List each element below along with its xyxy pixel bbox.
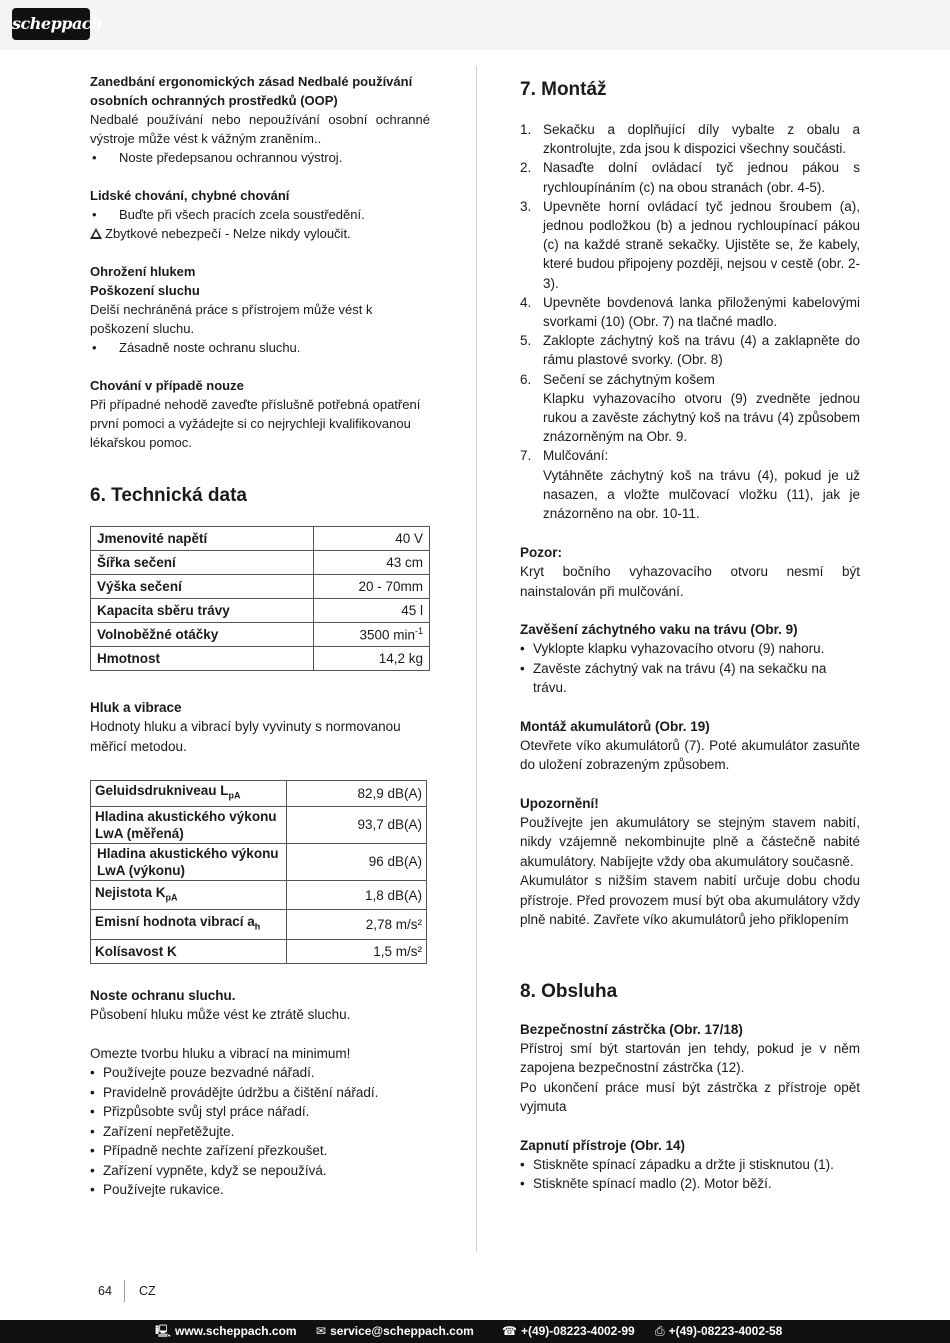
noise-label: Geluidsdrukniveau L (95, 783, 229, 798)
list-item (520, 120, 860, 158)
list-item: • Případně nechte zařízení přezkoušet. (90, 1141, 430, 1161)
step-number: 6. (520, 371, 532, 387)
tech-value-cell (314, 623, 430, 647)
table-row (91, 781, 427, 807)
list-item (520, 158, 860, 196)
step-text: Upevněte bovdenová lanka přiloženými kabelovými svorkami (10) (Obr. 7) na tlačné madlo. (543, 294, 860, 330)
tech-label: Jmenovité napětí (91, 527, 314, 551)
tech-label: Šířka sečení (91, 551, 314, 575)
caution-title: Pozor: (520, 545, 562, 561)
noise-label-subscript: pA (228, 790, 241, 801)
list-item (520, 331, 860, 369)
safety-plug-title: Bezpečnostní zástrčka (Obr. 17/18) (520, 1021, 743, 1037)
battery-text: Otevřete víko akumulátorů (7). Poté akumulátor zasuňte do uložení zobrazeným způsobem. (520, 737, 860, 773)
step-number: 5. (520, 333, 532, 349)
noise-label-subscript: pA (165, 892, 178, 903)
assembly-heading: 7. Montáž (520, 79, 607, 100)
table-row (91, 551, 430, 575)
hearing-damage-title: Poškození sluchu (90, 283, 200, 298)
safety-plug-text-2: Po ukončení práce musí být zástrčka z přístroje opět vyjmuta (520, 1079, 860, 1115)
warning-triangle-icon (90, 228, 102, 239)
language-code: CZ (139, 1284, 156, 1298)
noise-label: Nejistota K (95, 884, 166, 900)
noise-value: 2,78 m/s² (287, 910, 427, 940)
list-item (520, 370, 860, 447)
list-item: • Přizpůsobte svůj styl práce nářadí. (90, 1102, 430, 1122)
table-row (91, 647, 430, 671)
noise-label-cell (91, 910, 287, 940)
switch-on-title: Zapnutí přístroje (Obr. 14) (520, 1137, 686, 1153)
noise-hazard-section (90, 262, 430, 357)
step-number: 2. (520, 160, 532, 176)
vibration-title: Hluk a vibrace (90, 700, 182, 715)
noise-table (90, 780, 427, 964)
list-item (520, 446, 860, 523)
residual-risk-text: Zbytkové nebezpečí - Nelze nikdy vyloučit. (105, 226, 351, 241)
caution-text: Kryt bočního vyhazovacího otvoru nesmí být nainstalován při mulčování. (520, 564, 860, 599)
noise-hazard-text: Delší nechráněná práce s přístrojem může vést k poškození sluchu. (90, 302, 373, 336)
table-row (91, 880, 427, 910)
notice-text-2: Akumulátor s nižším stavem nabití určuje dobu chodu přístroje. Před provozem musí být oba akumulátory vždy plně nabité. Zavřete víko akumulátorů jeho přiklopením (520, 873, 860, 928)
hang-bag-title: Zavěšení záchytného vaku na trávu (Obr. 9) (520, 622, 798, 638)
tech-value: 40 V (314, 527, 430, 551)
residual-risk-line (90, 224, 430, 243)
tech-data-table (90, 526, 430, 671)
list-item: • Stiskněte spínací madlo (2). Motor běží. (520, 1174, 860, 1194)
step-text: Mulčování: (543, 448, 609, 464)
step-text: Upevněte horní ovládací tyč jednou šroubem (a), jednou podložkou (b) a jednou rychloupínací pákou (c) na každé straně sekačky. Ujistěte se, že kabely, které budou připojeny později, nejsou v cestě (obr. 2-3). (543, 198, 860, 291)
table-row (91, 843, 427, 880)
email-item[interactable] (316, 1320, 474, 1343)
ergonomics-bullet: • Noste předepsanou ochrannou výstroj. (90, 148, 430, 167)
ergonomics-title: Zanedbání ergonomických zásad Nedbalé používání osobních ochranných prostředků (OOP) (90, 74, 413, 108)
fax-icon: ⎙ (655, 1324, 665, 1338)
step-text: Sečení se záchytným košem (543, 371, 715, 387)
assembly-steps (520, 120, 860, 523)
safety-plug-text-1: Přístroj smí být startován jen tehdy, pokud je v něm zapojena bezpečnostní zástrčka (12). (520, 1040, 860, 1076)
human-behaviour-title: Lidské chování, chybné chování (90, 188, 290, 203)
tech-label: Výška sečení (91, 575, 314, 599)
hearing-title: Noste ochranu sluchu. (90, 988, 236, 1004)
noise-hazard-title: Ohrožení hlukem (90, 264, 196, 279)
hang-bag-section (520, 620, 860, 698)
noise-hazard-bullet: • Zásadně noste ochranu sluchu. (90, 338, 430, 357)
tech-value: 14,2 kg (314, 647, 430, 671)
noise-label-subscript: h (254, 922, 261, 933)
noise-value: 93,7 dB(A) (287, 806, 427, 843)
fax-text: +(49)-08223-4002-58 (668, 1324, 783, 1338)
tech-value-superscript: -1 (414, 626, 423, 637)
noise-label-cell (91, 781, 287, 807)
table-row (91, 806, 427, 843)
table-row (91, 940, 427, 964)
table-row (91, 623, 430, 647)
tech-value: 45 l (314, 599, 430, 623)
phone-icon: ☎ (502, 1324, 517, 1338)
list-item: • Vyklopte klapku vyhazovacího otvoru (9) nahoru. (520, 639, 860, 659)
noise-value: 1,8 dB(A) (287, 880, 427, 910)
step-number: 3. (520, 198, 532, 214)
tech-value: 3500 min (359, 627, 415, 643)
step-number: 4. (520, 294, 532, 310)
computer-icon: 🖳 (155, 1324, 172, 1338)
ergonomics-text: Nedbalé používání nebo nepoužívání osobní ochranné výstroje může vést k vážným zraněním.. (90, 112, 430, 146)
contact-bar (0, 1320, 950, 1343)
list-item: • Zařízení nepřetěžujte. (90, 1122, 430, 1142)
list-item: • Používejte rukavice. (90, 1180, 430, 1200)
human-behaviour-bullet: • Buďte při všech pracích zcela soustředění. (90, 205, 430, 224)
notice-title: Upozornění! (520, 795, 599, 811)
email-text: service@scheppach.com (330, 1324, 474, 1338)
battery-section (520, 717, 860, 775)
emergency-section (90, 376, 430, 452)
step-number: 1. (520, 122, 532, 137)
vibration-text: Hodnoty hluku a vibrací byly vyvinuty s normovanou měřicí metodou. (90, 719, 401, 754)
noise-label: Hladina akustického výkonu LwA (měřená) (91, 806, 287, 843)
list-item: • Používejte pouze bezvadné nářadí. (90, 1063, 430, 1083)
battery-title: Montáž akumulátorů (Obr. 19) (520, 718, 710, 734)
phone-text: +(49)-08223-4002-99 (520, 1324, 635, 1338)
header-bar (0, 0, 950, 50)
ergonomics-section (90, 72, 430, 167)
emergency-title: Chování v případě nouze (90, 378, 244, 393)
table-row (91, 910, 427, 940)
tech-label: Hmotnost (91, 647, 314, 671)
noise-value: 96 dB(A) (287, 843, 427, 880)
step-detail: Vytáhněte záchytný koš na trávu (4), pokud je už nasazen, a vložte mulčovací vložku (11), jak je znázorněno na obr. 10-11. (543, 467, 860, 522)
hearing-text: Působení hluku může vést ke ztrátě sluchu. (90, 1007, 351, 1023)
website-text: www.scheppach.com (175, 1324, 297, 1338)
right-column (520, 78, 860, 1194)
noise-label: Hladina akustického výkonu LwA (výkonu) (91, 843, 287, 880)
list-item: • Pravidelně provádějte údržbu a čištění nářadí. (90, 1083, 430, 1103)
notice-text-1: Používejte jen akumulátory se stejným stavem nabití, nikdy vzájemně nekombinujte plně a částečně nabité akumulátory. Nabíjejte vždy oba akumulátory současně. (520, 814, 860, 869)
hearing-intro: Omezte tvorbu hluku a vibrací na minimum! (90, 1045, 351, 1061)
list-item (520, 293, 860, 331)
table-row (91, 575, 430, 599)
step-text: Sekačku a doplňující díly vybalte z obalu a zkontrolujte, zda jsou k dispozici všechny součásti. (543, 122, 860, 157)
noise-label: Emisní hodnota vibrací a (95, 914, 255, 930)
list-item (520, 197, 860, 293)
noise-value: 1,5 m/s² (287, 940, 427, 964)
website-item[interactable] (155, 1320, 297, 1343)
list-item: • Zavěste záchytný vak na trávu (4) na sekačku na trávu. (520, 659, 860, 698)
step-detail: Klapku vyhazovacího otvoru (9) zvedněte jednou rukou a zavěste záchytný koš na trávu (4) způsobem znázorněným na Obr. 9. (543, 390, 860, 445)
vibration-section (90, 698, 430, 756)
safety-plug-section (520, 1020, 860, 1117)
noise-label: Kolísavost K (91, 940, 287, 964)
step-text: Nasaďte dolní ovládací tyč jednou pákou s rychloupínáním (c) na obou stranách (obr. 4-5). (543, 160, 860, 195)
tech-label: Volnoběžné otáčky (91, 623, 314, 647)
tech-value: 20 - 70mm (314, 575, 430, 599)
scheppach-logo: scheppach (12, 8, 90, 40)
column-divider (476, 66, 477, 1252)
step-number: 7. (520, 448, 532, 464)
noise-value: 82,9 dB(A) (287, 781, 427, 807)
operation-heading: 8. Obsluha (520, 980, 618, 1002)
list-item: • Stiskněte spínací západku a držte ji stisknutou (1). (520, 1155, 860, 1175)
notice-section (520, 794, 860, 930)
table-row (91, 599, 430, 623)
noise-label-cell (91, 880, 287, 910)
list-item: • Zařízení vypněte, když se nepoužívá. (90, 1161, 430, 1181)
envelope-icon: ✉ (316, 1324, 327, 1338)
switch-on-section (520, 1136, 860, 1194)
step-text: Zaklopte záchytný koš na trávu (4) a zaklapněte do rámu plastové svorky. (Obr. 8) (543, 333, 860, 368)
hearing-section (90, 986, 430, 1200)
human-behaviour-section (90, 186, 430, 243)
caution-section (520, 543, 860, 601)
footer-separator (124, 1280, 125, 1302)
table-row (91, 527, 430, 551)
tech-value: 43 cm (314, 551, 430, 575)
emergency-text: Při případné nehodě zaveďte příslušně potřebná opatření první pomoci a vyžádejte si co nejrychleji kvalifikovanou lékařskou pomoc. (90, 397, 421, 450)
fax-item[interactable] (655, 1320, 782, 1343)
left-column (90, 72, 430, 1200)
tech-data-heading: 6. Technická data (90, 485, 247, 506)
tech-label: Kapacita sběru trávy (91, 599, 314, 623)
page-number: 64 (98, 1284, 112, 1298)
phone-item[interactable] (502, 1320, 635, 1343)
